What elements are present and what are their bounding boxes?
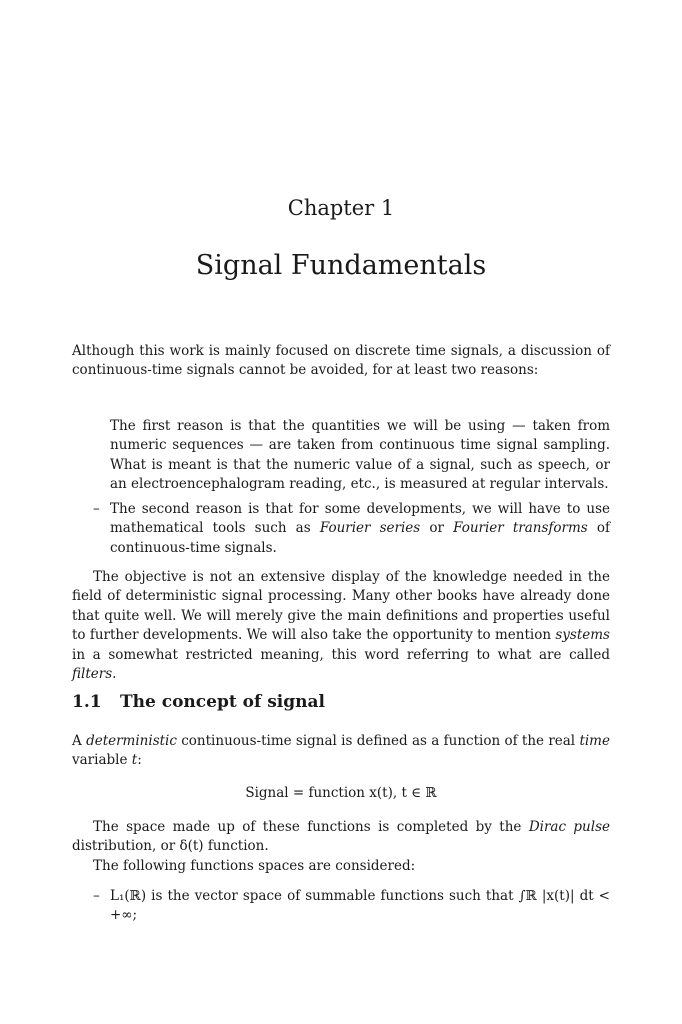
objective-term-filters: filters (72, 666, 113, 683)
definition-term-time: time (579, 733, 610, 749)
completion-term-dirac-pulse: Dirac pulse (528, 819, 610, 835)
completion-text-b: distribution, or δ(t) function. (72, 838, 269, 855)
chapter-title: Signal Fundamentals (195, 250, 487, 281)
definition-variable: t (131, 752, 138, 769)
objective-text-a: The objective is not an extensive display of the knowledge needed in the field of deterministic signal processing. Many other books have already done that quite well. We will merely give the main definitions and properties useful to further developments. We will also take the opportunity to mention (72, 569, 610, 644)
completion-text-a: The space made up of these functions is completed by the (93, 819, 529, 835)
reason-text-2a: The second reason is that for some developments, we will have to use mathematical tools such as (110, 501, 610, 537)
section-heading (72, 692, 325, 712)
spaces-intro: The following functions spaces are considered: (93, 858, 416, 874)
section-number: 1.1 (72, 692, 102, 712)
definition-text-c: variable (72, 752, 132, 769)
reason-text-2b: or (420, 520, 454, 537)
definition-paragraph (72, 732, 610, 771)
reason-item-1 (110, 417, 610, 495)
space-item-l1 (93, 887, 610, 926)
chapter-label: Chapter 1 (287, 196, 395, 220)
list-dash: – (93, 501, 100, 517)
reason-text-2c: of continuous-time signals. (110, 520, 610, 556)
objective-text-c: . (112, 666, 117, 683)
signal-equation: Signal = function x(t), t ∈ ℝ (245, 785, 437, 801)
reason-term-fourier-series: Fourier series (319, 520, 421, 537)
definition-text-a: A (72, 733, 87, 749)
section-title: The concept of signal (120, 692, 325, 712)
objective-text-b: in a somewhat restricted meaning, this word referring to what are called (72, 646, 610, 663)
definition-text-d: : (137, 752, 142, 769)
completion-paragraph (72, 818, 610, 857)
reason-text-1: The first reason is that the quantities we will be using — taken from numeric sequences — are taken from continuous time signal sampling. What is meant is that the numeric value of a signal, such as speech, or an electroencephalogram reading, etc., is measured at regular intervals. (110, 418, 610, 493)
definition-term-deterministic: deterministic (86, 733, 177, 749)
intro-paragraph: Although this work is mainly focused on discrete time signals, a discussion of continuous-time signals cannot be avoided, for at least two reasons: (72, 343, 610, 379)
objective-term-systems: systems (555, 627, 610, 644)
definition-text-b: continuous-time signal is defined as a function of the real (176, 733, 580, 749)
objective-paragraph (72, 568, 610, 684)
reason-term-fourier-transforms: Fourier transforms (453, 520, 588, 537)
space-text-l1: L₁(ℝ) is the vector space of summable functions such that ∫ℝ |x(t)| dt < +∞; (110, 888, 610, 924)
list-dash: – (93, 888, 100, 904)
reason-item-2 (93, 500, 610, 558)
